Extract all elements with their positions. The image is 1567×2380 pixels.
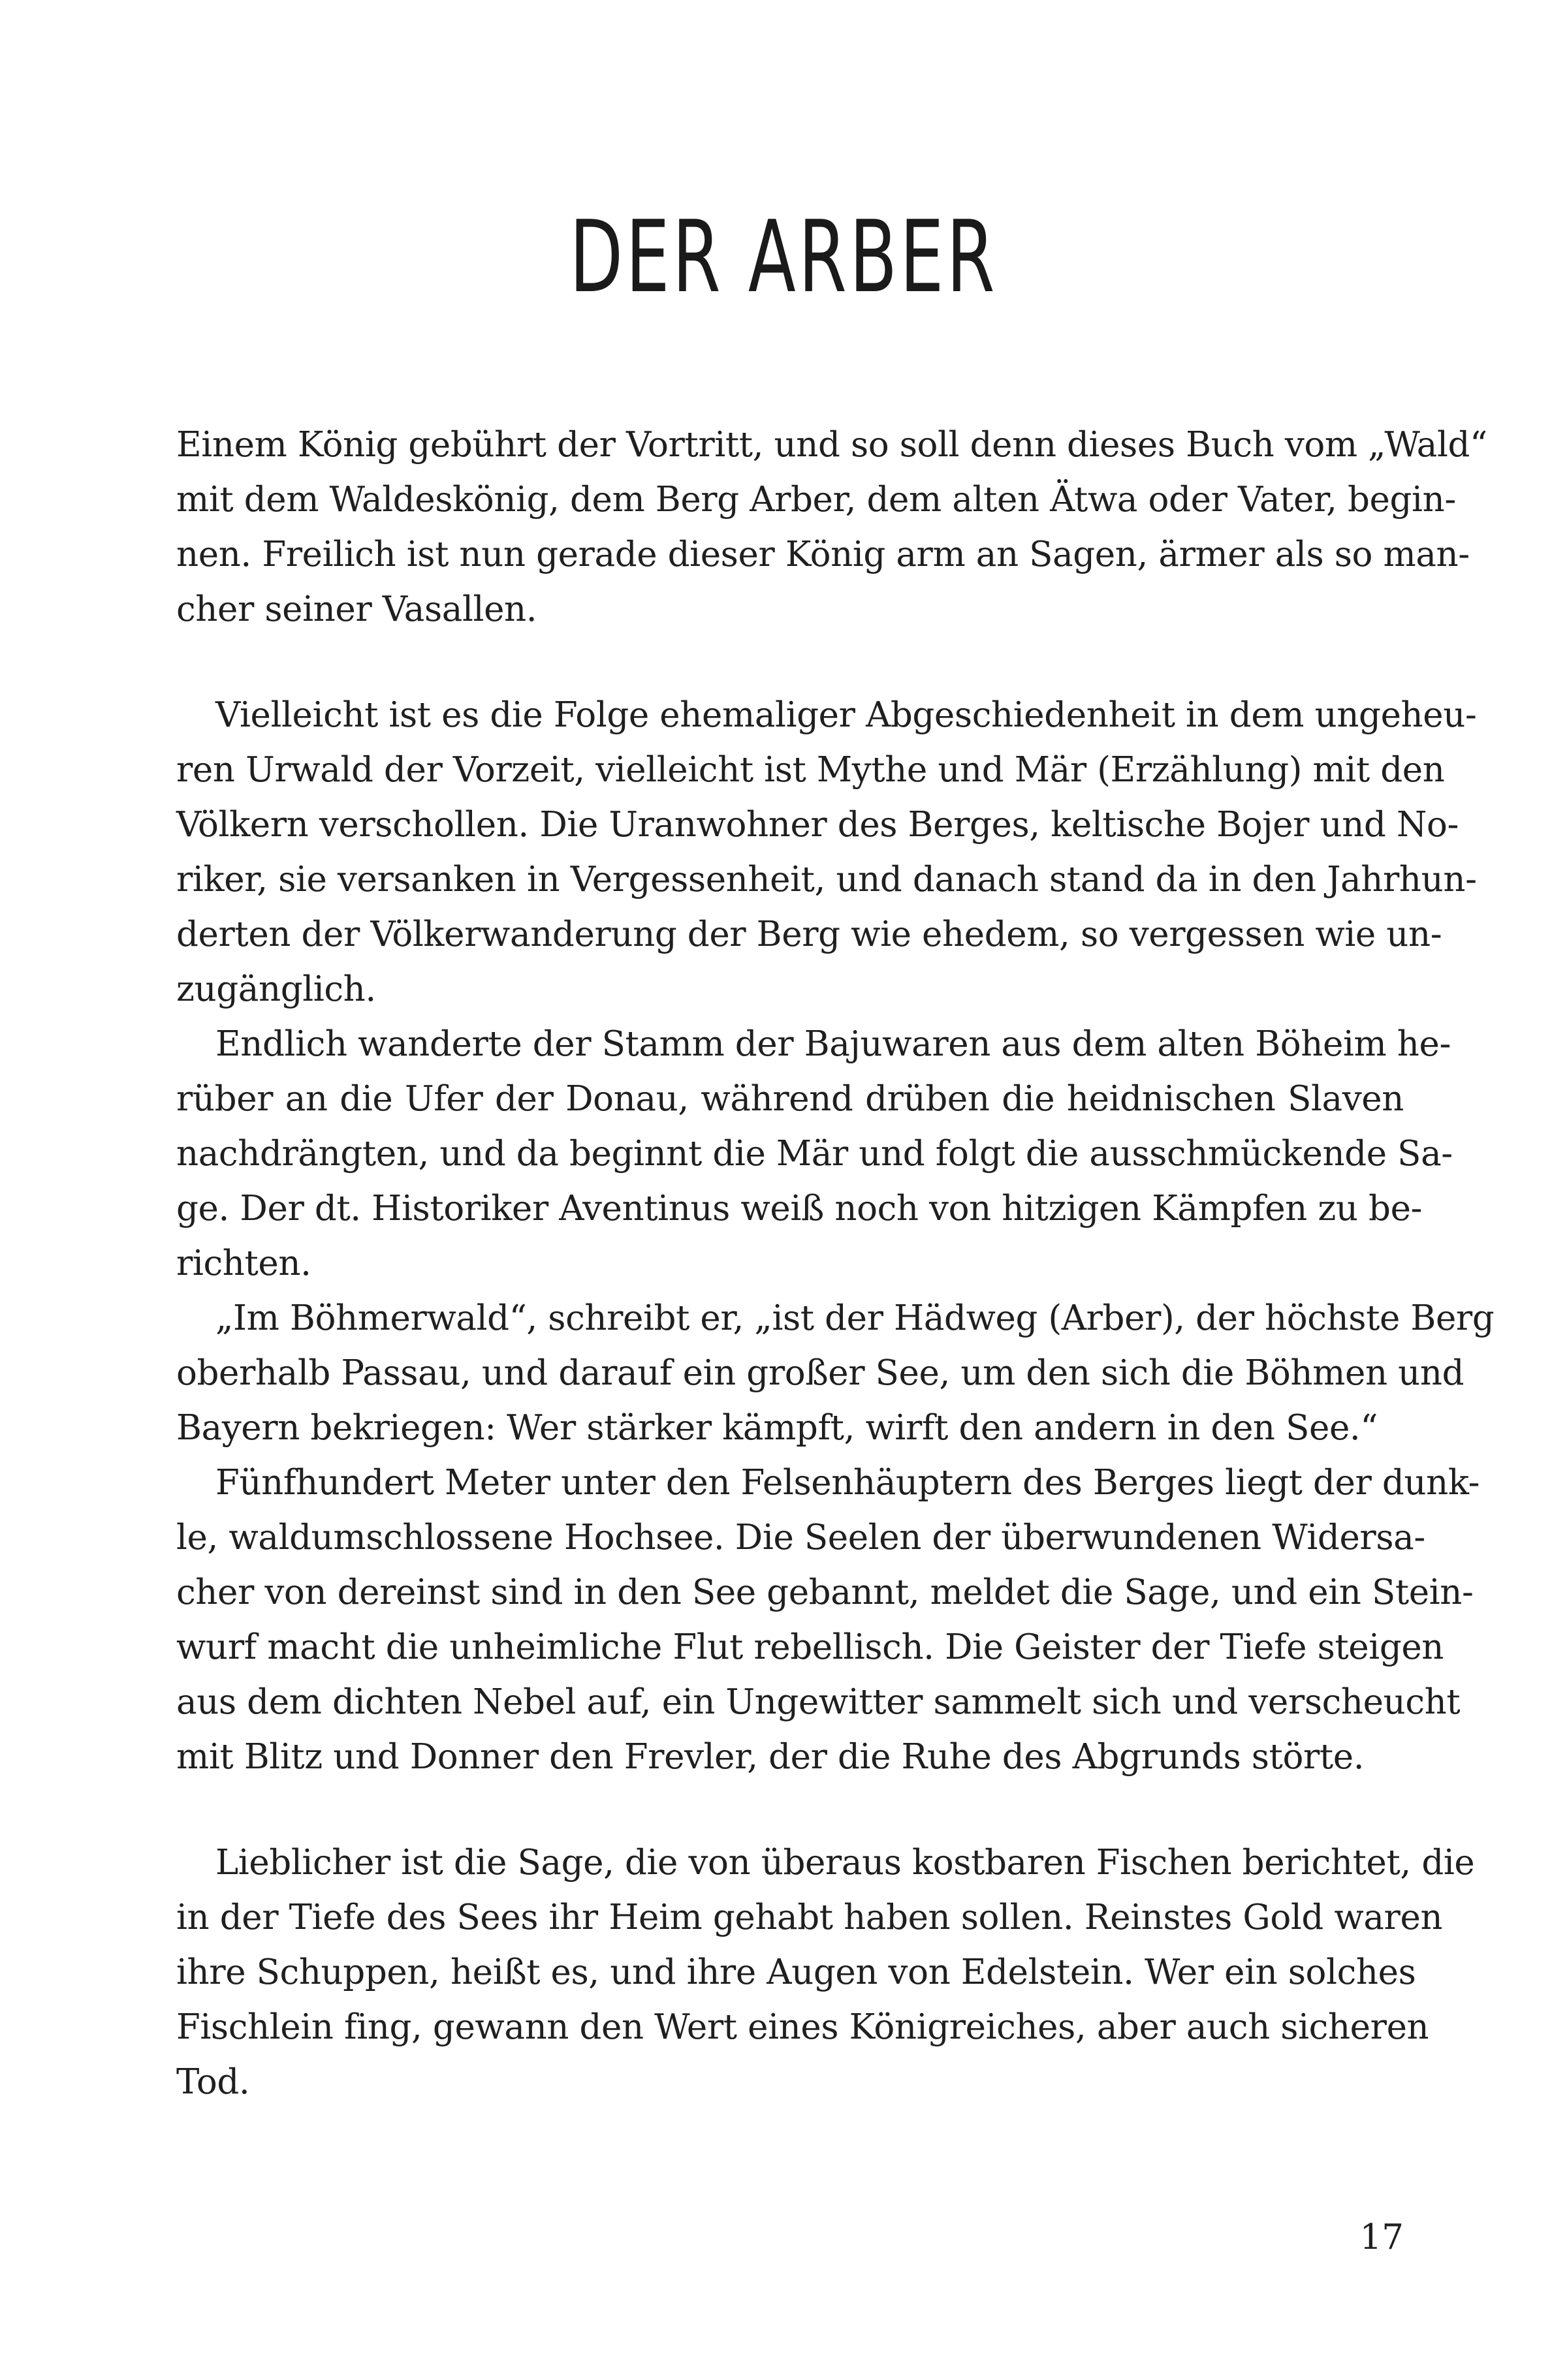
text-line: Fünfhundert Meter unter den Felsenhäuptern des Berges liegt der dunk- (215, 1463, 1480, 1503)
body-text (176, 418, 1495, 2110)
text-line: ihre Schuppen, heißt es, und ihre Augen von Edelstein. Wer ein solches (176, 1952, 1416, 1992)
paragraph (176, 1836, 1475, 2110)
text-line: cher seiner Vasallen. (176, 589, 537, 629)
text-line: Fischlein fing, gewann den Wert eines Königreiches, aber auch sicheren (176, 2007, 1429, 2047)
text-line: mit Blitz und Donner den Frevler, der die Ruhe des Abgrunds störte. (176, 1737, 1365, 1777)
text-line: Endlich wanderte der Stamm der Bajuwaren aus dem alten Böheim he- (215, 1024, 1451, 1064)
text-line: nachdrängten, und da beginnt die Mär und folgt die ausschmückende Sa- (176, 1134, 1453, 1174)
text-line: ge. Der dt. Historiker Aventinus weiß noch von hitzigen Kämpfen zu be- (176, 1189, 1423, 1229)
text-line: oberhalb Passau, und darauf ein großer See, um den sich die Böhmen und (176, 1353, 1464, 1393)
paragraph-gap (176, 1785, 1404, 1836)
text-line: Lieblicher ist die Sage, die von überaus kostbaren Fischen berichtet, die (215, 1843, 1475, 1883)
text-line: mit dem Waldeskönig, dem Berg Arber, dem alten Ätwa oder Vater, begin- (176, 480, 1456, 520)
paragraph (176, 1017, 1453, 1291)
text-line: in der Tiefe des Sees ihr Heim gehabt haben sollen. Reinstes Gold waren (176, 1898, 1443, 1937)
text-line: zugänglich. (176, 969, 376, 1009)
text-line: Vielleicht ist es die Folge ehemaliger Abgeschiedenheit in dem ungeheu- (215, 695, 1477, 735)
chapter-title: DER ARBER (569, 199, 998, 315)
text-line: wurf macht die unheimliche Flut rebellisch. Die Geister der Tiefe steigen (176, 1627, 1444, 1667)
page-number: 17 (1359, 2217, 1404, 2257)
paragraph (176, 688, 1477, 1017)
text-line: nen. Freilich ist nun gerade dieser König arm an Sagen, ärmer als so man- (176, 535, 1470, 574)
text-line: Einem König gebührt der Vortritt, und so soll denn dieses Buch vom „Wald“ (176, 425, 1487, 465)
text-line: cher von dereinst sind in den See gebannt, meldet die Sage, und ein Stein- (176, 1573, 1474, 1612)
text-line: richten. (176, 1244, 311, 1283)
paragraph (176, 418, 1487, 637)
paragraph-gap (176, 637, 1404, 688)
text-line: aus dem dichten Nebel auf, ein Ungewitter sammelt sich und verscheucht (176, 1682, 1461, 1722)
text-line: Tod. (176, 2062, 250, 2102)
paragraph (176, 1456, 1480, 1785)
text-line: Bayern bekriegen: Wer stärker kämpft, wirft den andern in den See.“ (176, 1408, 1378, 1448)
paragraph (176, 1291, 1495, 1456)
text-line: riker, sie versanken in Vergessenheit, und danach stand da in den Jahrhun- (176, 860, 1477, 900)
text-line: derten der Völkerwanderung der Berg wie ehedem, so vergessen wie un- (176, 915, 1442, 954)
text-line: le, waldumschlossene Hochsee. Die Seelen der überwundenen Widersa- (176, 1518, 1425, 1558)
text-line: ren Urwald der Vorzeit, vielleicht ist Mythe und Mär (Erzählung) mit den (176, 750, 1445, 790)
text-line: Völkern verschollen. Die Uranwohner des Berges, keltische Bojer und No- (176, 805, 1459, 845)
text-line: „Im Böhmerwald“, schreibt er, „ist der Hädweg (Arber), der höchste Berg (215, 1298, 1495, 1338)
text-line: rüber an die Ufer der Donau, während drüben die heidnischen Slaven (176, 1079, 1404, 1119)
